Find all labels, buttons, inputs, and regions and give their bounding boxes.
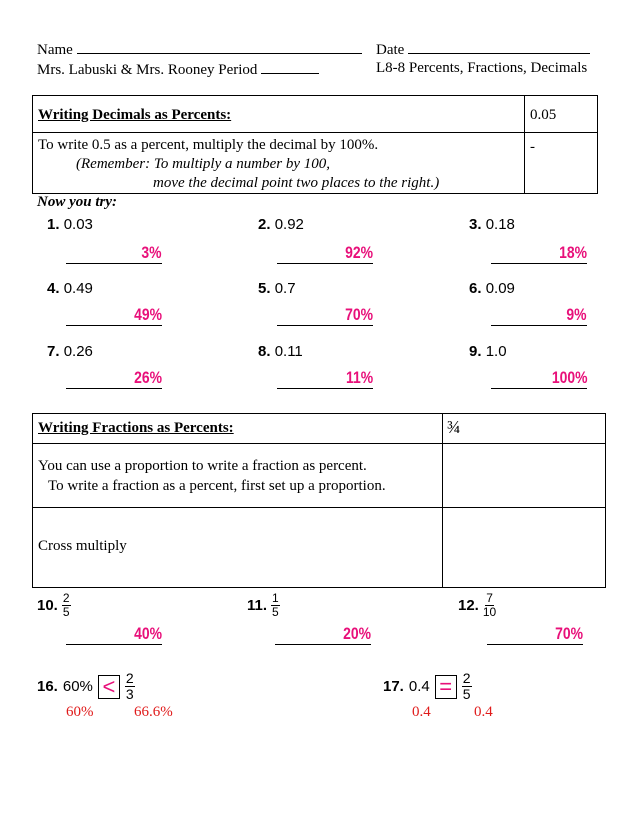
- decimals-title: Writing Decimals as Percents:: [38, 107, 232, 123]
- problem-number: 11.: [247, 597, 268, 614]
- cross-multiply-label: Cross multiply: [38, 538, 127, 554]
- problem-number: 7.: [47, 343, 60, 360]
- work-16-right: 66.6%: [134, 704, 173, 720]
- date-blank[interactable]: [408, 40, 590, 54]
- problem-1: [47, 216, 93, 233]
- problem-value: 0.03: [63, 216, 93, 233]
- problem-number: 16.: [37, 678, 58, 695]
- fraction: $\frac{2}{5}$: [62, 591, 70, 619]
- fractions-title: Writing Fractions as Percents:: [38, 420, 234, 436]
- answer-3[interactable]: 18%: [491, 243, 587, 264]
- fractions-line-1: You can use a proportion to write a fraction as percent.: [38, 458, 367, 474]
- decimals-box: [32, 95, 598, 194]
- problem-number: 9.: [469, 343, 482, 360]
- problem-3: [469, 216, 515, 233]
- answer-8[interactable]: 11%: [277, 368, 373, 389]
- teachers-label: Mrs. Labuski & Mrs. Rooney Period: [37, 62, 258, 78]
- name-blank[interactable]: [77, 40, 362, 54]
- problem-value: 0.92: [274, 216, 304, 233]
- period-blank[interactable]: [261, 60, 319, 74]
- compare-symbol-box[interactable]: <: [98, 675, 120, 699]
- compare-left: 60%: [62, 678, 93, 695]
- problem-10: [37, 592, 71, 619]
- answer-7[interactable]: 26%: [66, 368, 162, 389]
- problem-value: 0.18: [485, 216, 515, 233]
- problem-value: 0.7: [274, 280, 296, 297]
- problem-number: 8.: [258, 343, 271, 360]
- decimals-title-cell: [33, 96, 525, 133]
- problem-11: [247, 592, 280, 619]
- problem-4: [47, 280, 93, 297]
- problem-value: 1.0: [485, 343, 507, 360]
- problem-value: 0.11: [274, 343, 303, 360]
- problem-number: 10.: [37, 597, 58, 614]
- decimals-dash: -: [525, 133, 598, 194]
- decimals-rule: To write 0.5 as a percent, multiply the decimal by 100%.: [38, 137, 379, 153]
- answer-2[interactable]: 92%: [277, 243, 373, 264]
- problem-16: [37, 671, 135, 702]
- cross-work-cell: [443, 508, 606, 588]
- fractions-box: [32, 413, 606, 588]
- problem-value: 0.09: [485, 280, 515, 297]
- teachers-line: [37, 60, 319, 79]
- remember-line-1: (Remember: To multiply a number by 100,: [76, 156, 330, 172]
- compare-symbol-box[interactable]: =: [435, 675, 457, 699]
- decimals-rule-cell: [33, 133, 525, 194]
- fractions-example: ¾: [443, 414, 606, 444]
- fraction: $\frac{7}{10}$: [482, 591, 497, 619]
- problem-value: 0.26: [63, 343, 93, 360]
- answer-9[interactable]: 100%: [491, 368, 587, 389]
- compare-left: 0.4: [408, 678, 430, 695]
- work-16-left: 60%: [66, 704, 94, 720]
- fraction: $\frac{1}{5}$: [272, 591, 279, 619]
- problem-number: 3.: [469, 216, 482, 233]
- problem-number: 1.: [47, 216, 60, 233]
- work-17-left: 0.4: [412, 704, 431, 720]
- answer-4[interactable]: 49%: [66, 305, 162, 326]
- fractions-rule-cell: [33, 444, 443, 508]
- remember-line-2: move the decimal point two places to the right.): [153, 175, 440, 191]
- answer-11[interactable]: 20%: [275, 624, 371, 645]
- answer-10[interactable]: 40%: [66, 624, 162, 645]
- answer-6[interactable]: 9%: [491, 305, 587, 326]
- problem-17: [383, 671, 472, 702]
- answer-1[interactable]: 3%: [66, 243, 162, 264]
- fraction: $\frac{2}{5}$: [462, 670, 471, 702]
- now-you-try: Now you try:: [37, 194, 117, 210]
- fractions-line-2: To write a fraction as a percent, first set up a proportion.: [48, 478, 386, 494]
- problem-number: 5.: [258, 280, 271, 297]
- problem-number: 12.: [458, 597, 479, 614]
- problem-value: 0.49: [63, 280, 93, 297]
- problem-9: [469, 343, 507, 360]
- problem-number: 2.: [258, 216, 271, 233]
- problem-12: [458, 592, 496, 619]
- answer-5[interactable]: 70%: [277, 305, 373, 326]
- fractions-title-cell: [33, 414, 443, 444]
- cross-multiply-cell: [33, 508, 443, 588]
- problem-number: 17.: [383, 678, 404, 695]
- name-line: [37, 40, 362, 59]
- problem-5: [258, 280, 296, 297]
- date-label: Date: [376, 42, 405, 58]
- problem-number: 6.: [469, 280, 482, 297]
- lesson-title: L8-8 Percents, Fractions, Decimals: [376, 60, 588, 76]
- fractions-work-cell: [443, 444, 606, 508]
- problem-number: 4.: [47, 280, 60, 297]
- fraction: $\frac{2}{3}$: [125, 670, 134, 702]
- date-line: [376, 40, 590, 59]
- problem-2: [258, 216, 304, 233]
- decimals-example: 0.05: [525, 96, 598, 133]
- problem-6: [469, 280, 515, 297]
- name-label: Name: [37, 42, 73, 58]
- problem-7: [47, 343, 93, 360]
- problem-8: [258, 343, 303, 360]
- work-17-right: 0.4: [474, 704, 493, 720]
- answer-12[interactable]: 70%: [487, 624, 583, 645]
